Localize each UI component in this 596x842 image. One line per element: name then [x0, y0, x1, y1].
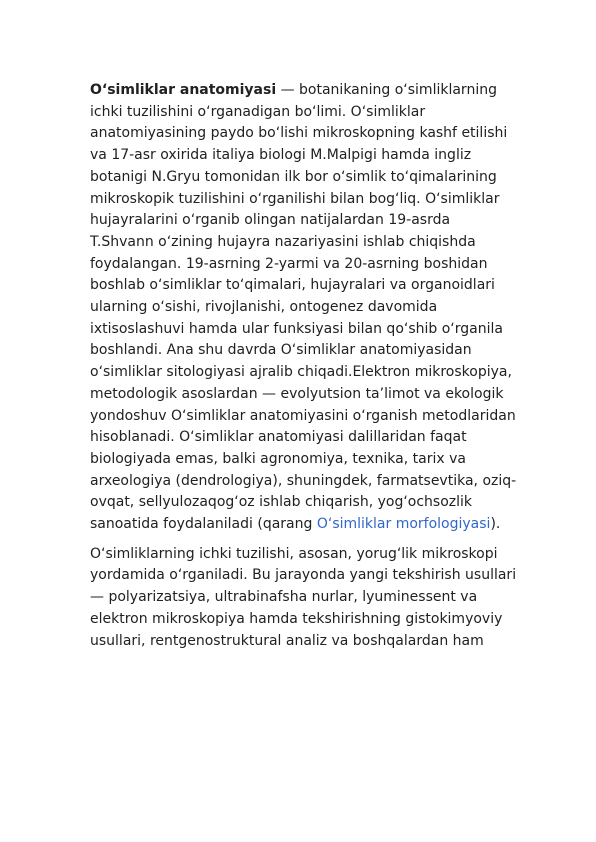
- article-paragraph-1: [90, 80, 518, 536]
- paragraph-1-text: — botanikaning o‘simliklarning ichki tuzilishini o‘rganadigan bo‘limi. O‘simliklar anatomiyasining paydo bo‘lishi mikroskopning kashf etilishi va 17-asr oxirida italiya biologi M.Malpigi hamda ingliz botanigi N.Gryu tomonidan ilk bor o‘simlik to‘qimalarining mikroskopik tuzilishini o‘rganilishi bilan bog‘liq. O‘simliklar hujayralarini o‘rganib olingan natijalardan 19-asrda T.Shvann o‘zining hujayra nazariyasini ishlab chiqishda foydalangan. 19-asrning 2-yarmi va 20-asrning boshidan boshlab o‘simliklar to‘qimalari, hujayralari va organoidlari ularning o‘sishi, rivojlanishi, ontogenez davomida ixtisoslashuvi hamda ular funksiyasi bilan qo‘shib o‘rganila boshlandi. Ana shu davrda O‘simliklar anatomiyasidan o‘simliklar sitologiyasi ajralib chiqadi.Elektron mikroskopiya, metodologik asoslardan — evolyutsion ta’limot va ekologik yondoshuv O‘simliklar anatomiyasini o‘rganish metodlaridan hisoblanadi. O‘simliklar anatomiyasi dalillaridan faqat biologiyada emas, balki agronomiya, texnika, tarix va arxeologiya (dendrologiya), shuningdek, farmatsevtika, oziq-ovqat, sellyulozaqog‘oz ishlab chiqarish, yog‘ochsozlik sanoatida foydalaniladi (qarang: [90, 82, 517, 533]
- article-term: O‘simliklar anatomiyasi: [90, 82, 277, 98]
- article-body: [90, 80, 518, 660]
- article-paragraph-2: O‘simliklarning ichki tuzilishi, asosan, yorug‘lik mikroskopi yordamida o‘rganiladi. Bu jarayonda yangi tekshirish usullari — polyarizatsiya, ultrabinafsha nurlar, lyuminessent va elektron mikroskopiya hamda tekshirishning gistokimyoviy usullari, rentgenostruktural analiz va boshqalardan ham: [90, 545, 517, 649]
- morphology-link[interactable]: O‘simliklar morfologiyasi: [316, 516, 491, 533]
- paragraph-1-tail: ).: [490, 516, 501, 533]
